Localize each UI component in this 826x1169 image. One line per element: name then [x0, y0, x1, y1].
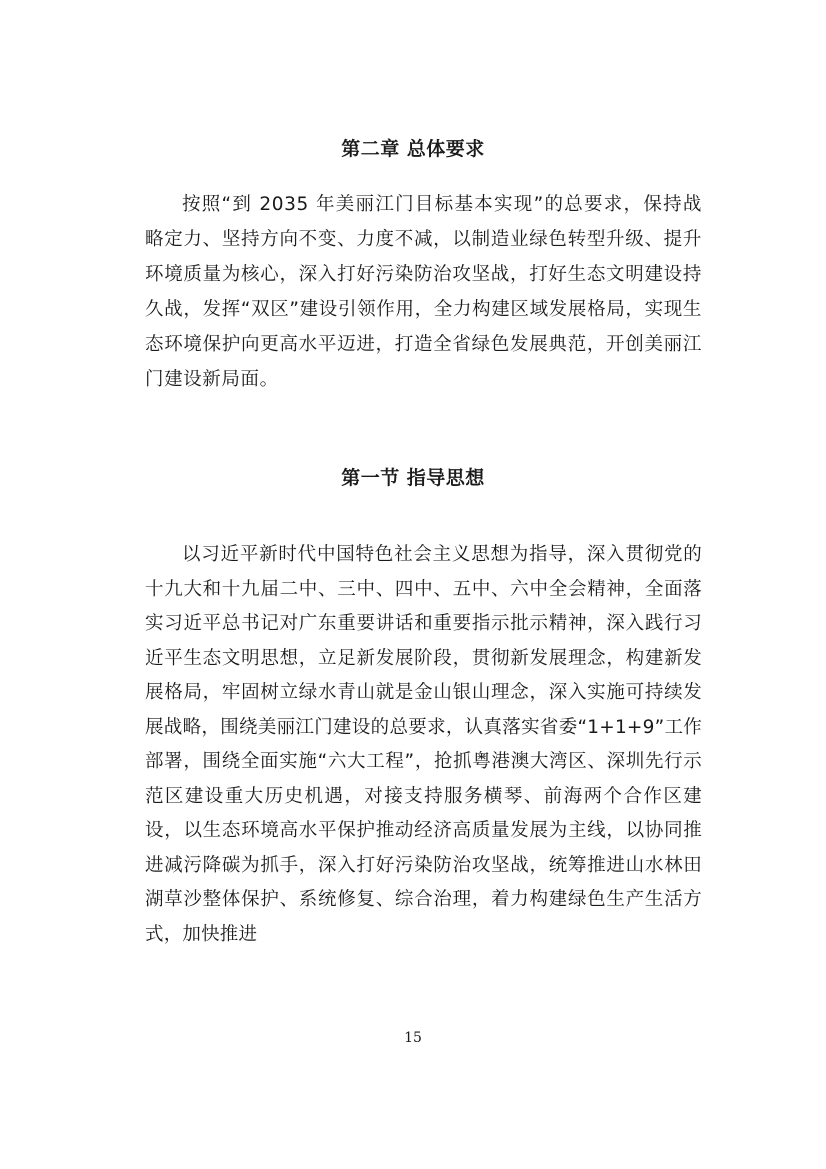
section-paragraph: 以习近平新时代中国特色社会主义思想为指导，深入贯彻党的十九大和十九届二中、三中、四中、五中、六中全会精神，全面落实习近平总书记对广东重要讲话和重要指示批示精神，深入践行习近平生态文明思想，立足新发展阶段，贯彻新发展理念，构建新发展格局，牢固树立绿水青山就是金山银山理念，深入实施可持续发展战略，围绕美丽江门建设的总要求，认真落实省委“1+1+9”工作部署，围绕全面实施“六大工程”，抢抓粤港澳大湾区、深圳先行示范区建设重大历史机遇，对接支持服务横琴、前海两个合作区建设，以生态环境高水平保护推动经济高质量发展为主线，以协同推进减污降碳为抓手，深入打好污染防治攻坚战，统筹推进山水林田湖草沙整体保护、系统修复、综合治理，着力构建绿色生产生活方式，加快推进 — [145, 544, 702, 945]
chapter-title: 第二章 总体要求 — [341, 138, 485, 160]
chapter-paragraph: 按照“到 2035 年美丽江门目标基本实现”的总要求，保持战略定力、坚持方向不变、力度不减，以制造业绿色转型升级、提升环境质量为核心，深入打好污染防治攻坚战，打好生态文明建设持久战，发挥“双区”建设引领作用，全力构建区域发展格局，实现生态环境保护向更高水平迈进，打造全省绿色发展典范，开创美丽江门建设新局面。 — [145, 194, 702, 390]
section-title: 第一节 指导思想 — [341, 467, 485, 489]
page-number: 15 — [404, 1030, 422, 1046]
